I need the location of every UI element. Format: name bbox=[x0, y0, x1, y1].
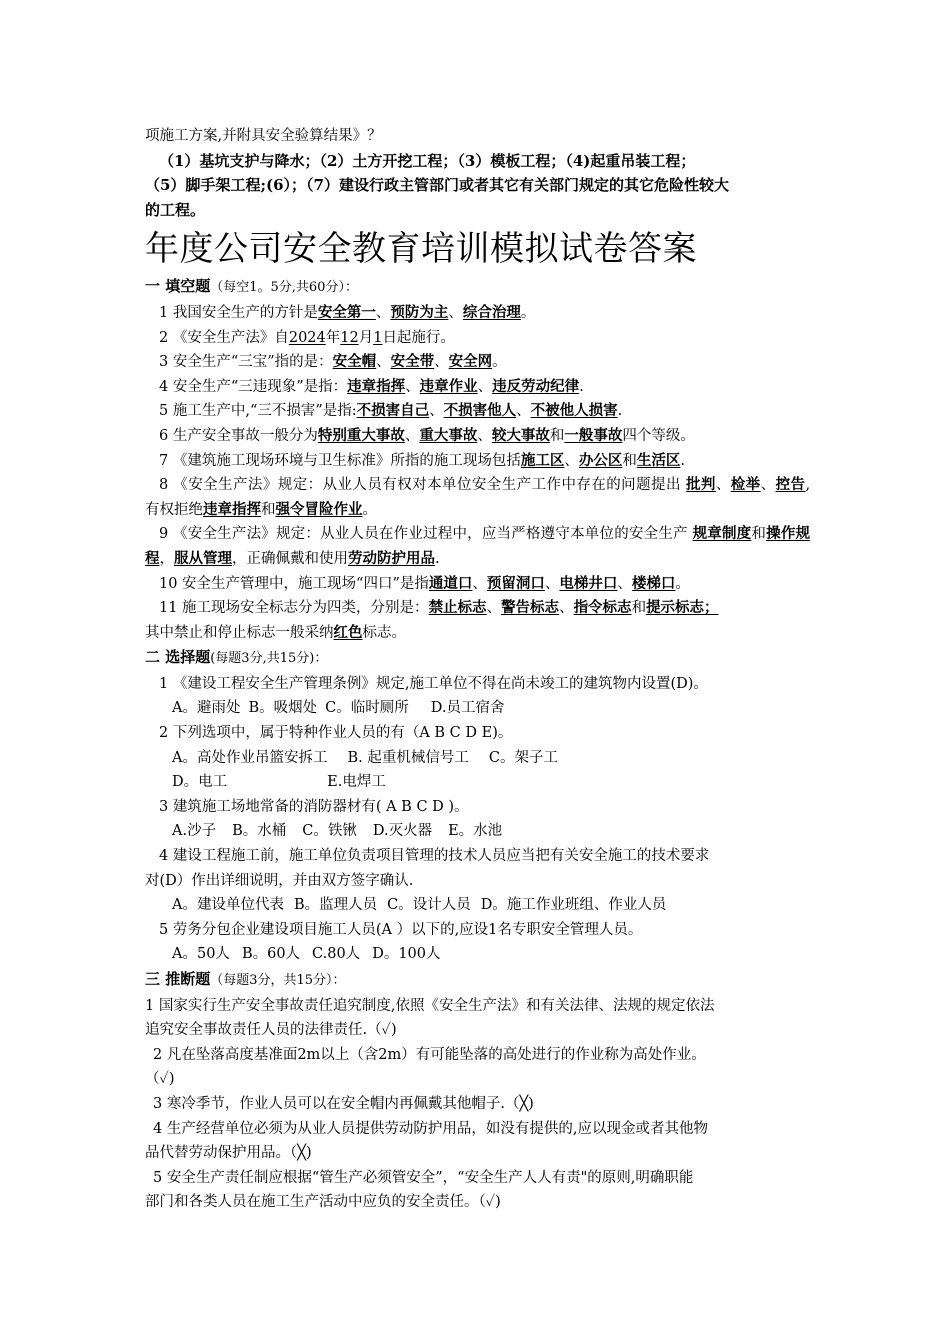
intro-line-3: （5）脚手架工程;(6）；（7）建设行政主管部门或者其它有关部门规定的其它危险性较大 bbox=[145, 176, 729, 195]
answer: 预防为主 bbox=[390, 303, 449, 321]
answer: 劳动防护用品 bbox=[348, 549, 435, 567]
answer: 服从管理 bbox=[174, 549, 232, 567]
fill-question-7: 7 《建筑施工现场环境与卫生标准》所指的施工现场包括施工区、办公区和生活区. bbox=[159, 451, 685, 469]
fill-question-11: 11 施工现场安全标志分为四类，分别是：禁止标志、警告标志、指令标志和提示标志； bbox=[159, 599, 719, 617]
answer: 安全第一 bbox=[317, 303, 376, 321]
fill-question-11-cont: 其中禁止和停止标志一般采纳红色标志。 bbox=[145, 623, 406, 641]
answer: 不损害自己 bbox=[356, 402, 430, 420]
answer: 批判 bbox=[685, 476, 716, 494]
answer: 控告 bbox=[775, 476, 806, 494]
answer: 操作规程 bbox=[145, 525, 811, 567]
answer: 违章指挥 bbox=[203, 500, 261, 518]
answer: 施工区 bbox=[520, 451, 565, 469]
answer: 特别重大事故 bbox=[317, 426, 405, 444]
answer: 1 bbox=[373, 329, 383, 346]
judgement-question-2: 2 凡在坠落高度基准面2m以上（含2m）有可能坠落的高处进行的作业称为高处作业。 bbox=[153, 1046, 706, 1063]
judgement-question-1: 1 国家实行生产安全事故责任追究制度,依照《安全生产法》和有关法律、法规的规定依法 bbox=[145, 997, 715, 1014]
choice-options-5: A。50人 B。60人 C.80人 D。100人 bbox=[172, 946, 441, 963]
answer: 办公区 bbox=[578, 451, 623, 469]
intro-line-2: （1）基坑支护与降水；（2）土方开挖工程；（3）模板工程；（4)起重吊装工程； bbox=[159, 151, 696, 170]
answer: 指令标志 bbox=[573, 599, 632, 617]
answer: 不被他人损害 bbox=[530, 402, 618, 420]
answer: 不损害他人 bbox=[443, 402, 517, 420]
choice-question-3: 3 建筑施工场地常备的消防器材有( A B C D )。 bbox=[159, 798, 469, 815]
choice-question-5: 5 劳务分包企业建设项目施工人员(A ）以下的,应设1名专职安全管理人员。 bbox=[159, 921, 643, 938]
answer: 2024 bbox=[288, 329, 326, 346]
answer: 规章制度 bbox=[692, 525, 752, 543]
document-title: 年度公司安全教育培训模拟试卷答案 bbox=[145, 229, 697, 270]
intro-line-4: 的工程。 bbox=[145, 200, 206, 219]
answer: 一般事故 bbox=[564, 426, 623, 444]
answer: 违章作业 bbox=[419, 377, 478, 395]
judgement-question-5: 5 安全生产责任制应根据“管生产必须管安全”，“安全生产人人有责"的原则,明确职能 bbox=[153, 1169, 694, 1186]
fill-question-6: 6 生产安全事故一般分为特别重大事故、重大事故、较大事故和一般事故四个等级。 bbox=[159, 426, 695, 444]
choice-question-4: 4 建设工程施工前，施工单位负责项目管理的技术人员应当把有关安全施工的技术要求 bbox=[159, 848, 710, 865]
judgement-question-5-cont: 部门和各类人员在施工生产活动中应负的安全责任。（✓) bbox=[145, 1194, 501, 1211]
answer: 违章指挥 bbox=[347, 377, 406, 395]
answer: 安全帽 bbox=[332, 353, 377, 371]
fill-question-9: 9 《安全生产法》规定：从业人员在作业过程中，应当严格遵守本单位的安全生产 规章制度和操作规程，服从管理，正确佩戴和使用劳动防护用品. bbox=[145, 525, 811, 567]
fill-question-2: 2 《安全生产法》自2024年12月1日起施行。 bbox=[159, 329, 455, 346]
answer: 预留洞口 bbox=[486, 574, 545, 592]
section-note: （每题3分，共15分）： bbox=[210, 973, 346, 988]
judgement-question-1-cont: 追究安全事故责任人员的法律责任.（✓) bbox=[145, 1022, 397, 1039]
answer: 综合治理 bbox=[462, 303, 521, 321]
answer: 重大事故 bbox=[419, 426, 478, 444]
answer: 提示标志； bbox=[646, 599, 719, 617]
answer: 较大事故 bbox=[491, 426, 550, 444]
choice-question-2: 2 下列选项中，属于特种作业人员的有（A B C D E)。 bbox=[159, 725, 513, 742]
answer: 警告标志 bbox=[501, 599, 560, 617]
fill-question-4: 4 安全生产“三违现象”是指：违章指挥、违章作业、违反劳动纪律. bbox=[159, 377, 584, 395]
answer: 电梯井口 bbox=[559, 574, 618, 592]
answer: 安全带 bbox=[390, 353, 435, 371]
document-page bbox=[145, 124, 810, 1215]
choice-question-4-cont: 对(D）作出详细说明，并由双方签字确认. bbox=[145, 872, 414, 889]
section-heading: 三 推断题 bbox=[145, 970, 211, 988]
section-note: （每空1。5分,共60分）： bbox=[210, 280, 358, 296]
answer: 生活区 bbox=[636, 451, 681, 469]
choice-options-1: A。避雨处 B。吸烟处 C。临时厕所 D.员工宿舍 bbox=[172, 700, 505, 717]
answer: 楼梯口 bbox=[631, 574, 676, 592]
judgement-question-3: 3 寒冷季节，作业人员可以在安全帽内再佩戴其他帽子.（╳) bbox=[153, 1095, 534, 1112]
answer: 安全网 bbox=[448, 353, 493, 371]
section-heading: 二 选择题 bbox=[145, 648, 211, 667]
answer: 通道口 bbox=[428, 574, 473, 592]
choice-options-4: A。建设单位代表 B。监理人员 C。设计人员 D。施工作业班组、作业人员 bbox=[172, 897, 667, 914]
section-heading: 一 填空题 bbox=[145, 277, 211, 296]
choice-options-2a: A。高处作业吊篮安拆工 B. 起重机械信号工 C。架子工 bbox=[172, 749, 558, 766]
fill-question-5: 5 施工生产中,“三不损害”是指:不损害自己、不损害他人、不被他人损害. bbox=[159, 402, 623, 420]
answer: 检举 bbox=[730, 476, 761, 494]
fill-question-3: 3 安全生产“三宝”指的是：安全帽、安全带、安全网。 bbox=[159, 353, 507, 371]
fill-question-8: 8 《安全生产法》规定：从业人员有权对本单位安全生产工作中存在的问题提出 批判、检举、控告, 有权拒绝违章指挥和强令冒险作业。 bbox=[145, 476, 811, 518]
answer: 12 bbox=[340, 329, 359, 346]
answer: 违反劳动纪律 bbox=[492, 377, 580, 395]
section-judgement-heading bbox=[145, 967, 810, 994]
judgement-question-4-cont: 品代替劳动保护用品。（╳) bbox=[145, 1145, 312, 1162]
choice-options-3: A.沙子 B。水桶 C。铁锹 D.灭火器 E。水池 bbox=[172, 823, 503, 840]
choice-options-2b: D。电工 E.电焊工 bbox=[172, 774, 386, 791]
section-note: (每题3分,共15分)： bbox=[210, 651, 328, 667]
answer: 红色 bbox=[333, 623, 363, 641]
section-fill-blank-heading bbox=[145, 274, 810, 301]
answer: 强令冒险作业 bbox=[275, 500, 363, 518]
intro-line-1: 项施工方案,并附具安全验算结果》？ bbox=[145, 128, 382, 144]
judgement-question-4: 4 生产经营单位必须为从业人员提供劳动防护用品，如没有提供的,应以现金或者其他物 bbox=[153, 1120, 708, 1137]
choice-question-1: 1 《建设工程安全生产管理条例》规定,施工单位不得在尚未竣工的建筑物内设置(D)。 bbox=[159, 675, 708, 692]
fill-question-1: 1 我国安全生产的方针是安全第一、预防为主、综合治理。 bbox=[159, 303, 536, 321]
answer: 禁止标志 bbox=[428, 599, 487, 617]
fill-question-10: 10 安全生产管理中，施工现场“四口”是指通道口、预留洞口、电梯井口、楼梯口。 bbox=[159, 574, 690, 592]
section-choice-heading bbox=[145, 645, 810, 672]
judgement-question-2-cont: （✓) bbox=[145, 1071, 175, 1088]
